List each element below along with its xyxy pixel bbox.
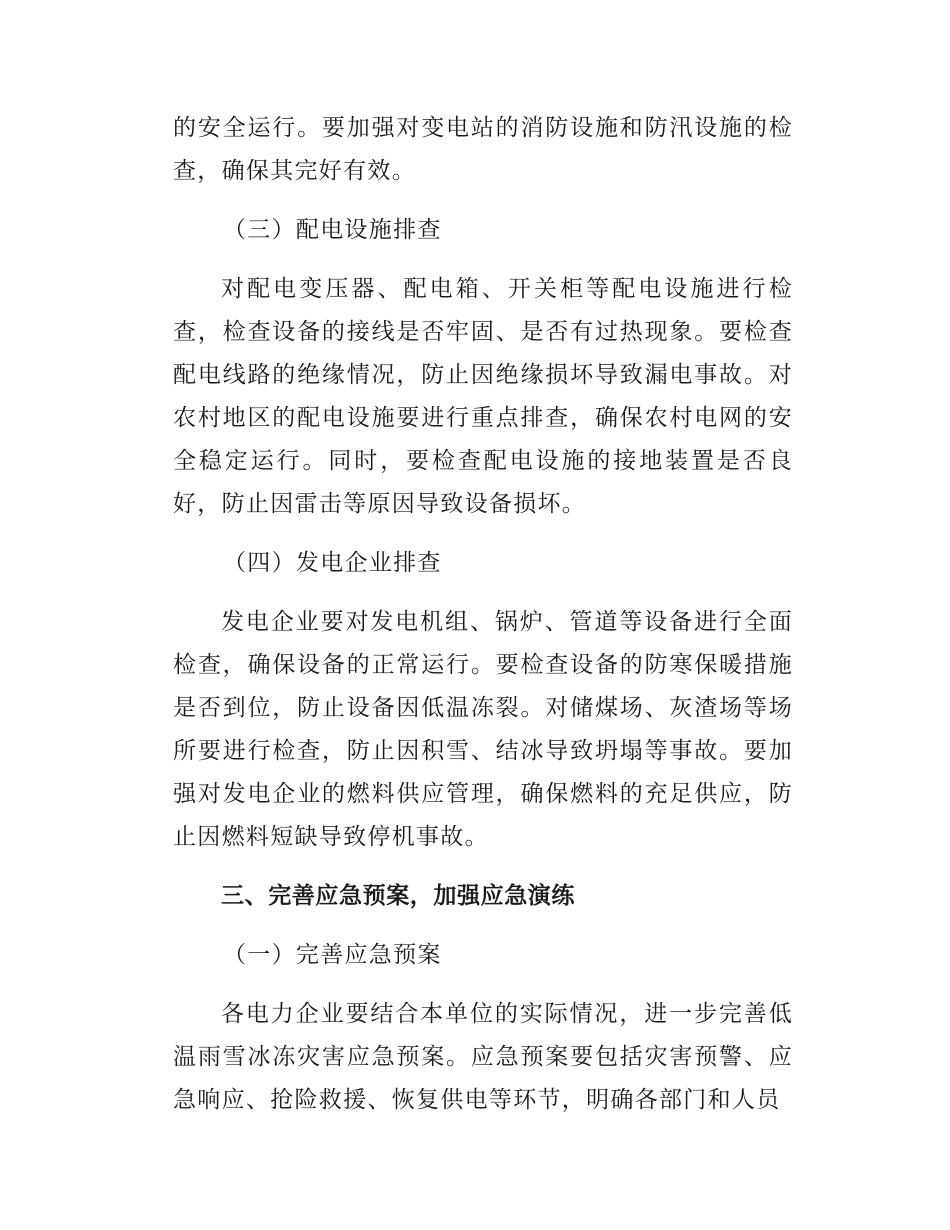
- paragraph-power-generation: 发电企业要对发电机组、锅炉、管道等设备进行全面检查，确保设备的正常运行。要检查设备的防寒保暖措施是否到位，防止设备因低温冻裂。对储煤场、灰渣场等场所要进行检查，防止因积雪、结冰导致坍塌等事故。要加强对发电企业的燃料供应管理，确保燃料的充足供应，防止因燃料短缺导致停机事故。: [173, 609, 793, 850]
- subheading-power-generation: （四）发电企业排查: [223, 550, 442, 576]
- paragraph-continuation: 的安全运行。要加强对变电站的消防设施和防汛设施的检查，确保其完好有效。: [173, 115, 793, 184]
- document-body: [173, 107, 793, 1122]
- paragraph-distribution-facilities: 对配电变压器、配电箱、开关柜等配电设施进行检查，检查设备的接线是否牢固、是否有过热现象。要检查配电线路的绝缘情况，防止因绝缘损坏导致漏电事故。对农村地区的配电设施要进行重点排查，确保农村电网的安全稳定运行。同时，要检查配电设施的接地装置是否良好，防止因雷击等原因导致设备损坏。: [173, 276, 793, 517]
- paragraph-emergency-plan: 各电力企业要结合本单位的实际情况，进一步完善低温雨雪冰冻灾害应急预案。应急预案要包括灾害预警、应急响应、抢险救援、恢复供电等环节，明确各部门和人员: [173, 1001, 793, 1113]
- subheading-distribution-facilities: （三）配电设施排查: [223, 217, 442, 243]
- section-heading-emergency-plan: 三、完善应急预案，加强应急演练: [221, 883, 575, 909]
- subheading-improve-emergency-plan: （一）完善应急预案: [223, 942, 442, 968]
